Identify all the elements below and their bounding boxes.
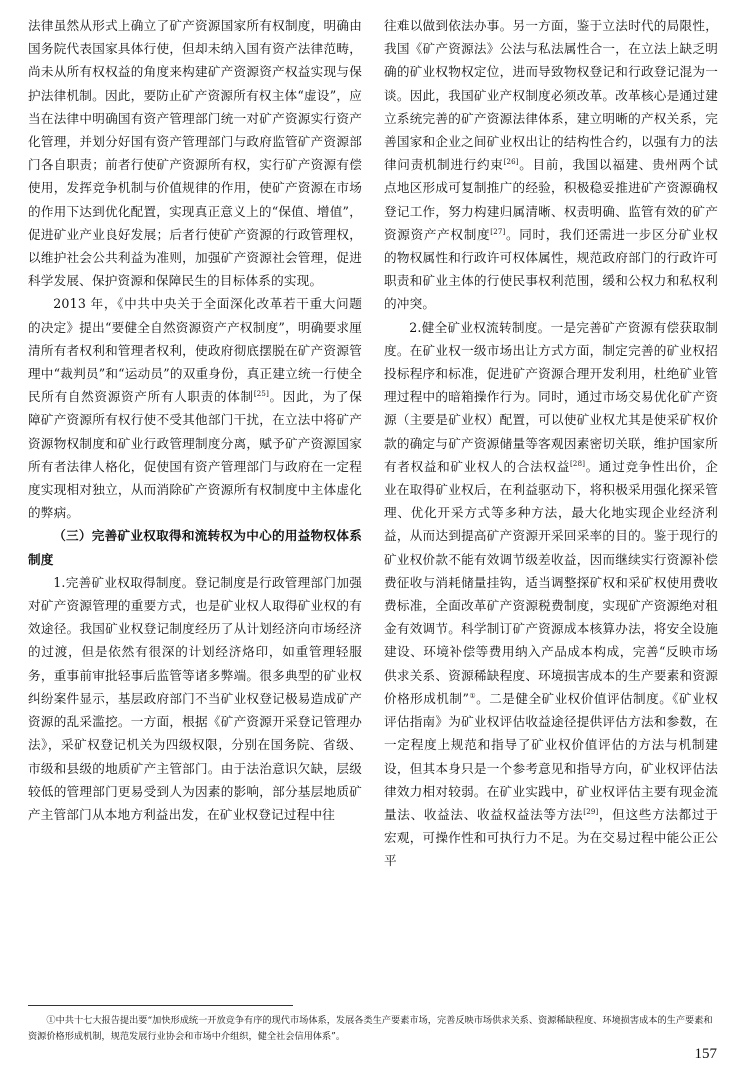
right-paragraph-2-text-b: 。通过竞争性出价，企业在取得矿业权后，在利益驱动下，将积极采用强化探采管理、优化开采方式等多种方法，最大化地实现企业经济利益，从而达到提高矿产资源开采回采率的目的。鉴于现行的矿业权价款不能有效调节级差收益，因而继续实行资源补偿费征收与消耗储量挂钩，适当调整探矿权和采矿权使用费收费标准，全面改革矿产资源税费制度，实现矿产资源绝对租金有效调节。科学制订矿产资源成本核算办法，将安全设施建设、环境补偿等费用纳入产品成本构成，完善“反映市场供求关系、资源稀缺程度、环境损害成本的生产要素和资源价格形成机制” (384, 458, 718, 706)
left-paragraph-2 (28, 292, 362, 524)
right-paragraph-1 (384, 14, 718, 316)
citation-26: [26] (503, 158, 519, 167)
right-paragraph-1-text-c: 。同时，我们还需进一步区分矿业权的物权属性和行政许可权体属性，规范政府部门的行政许可职责和矿业主体的行使民事权利范围，缓和公权力和私权利的冲突。 (384, 226, 718, 312)
left-column (28, 14, 362, 826)
right-paragraph-2 (384, 316, 718, 873)
right-paragraph-2-text-a: 2.健全矿业权流转制度。一是完善矿产资源有偿获取制度。在矿业权一级市场出让方式方面，制定完善的矿业权招投标程序和标准，促进矿产资源合理开发利用，杜绝矿业管理过程中的暗箱操作行为。同时，通过市场交易优化矿产资源（主要是矿业权）配置，可以使矿业权尤其是使采矿权价款的确定与矿产资源储量等客观因素密切关联，维护国家所有者权益和矿业权人的合法权益 (384, 319, 718, 474)
citation-29: [29] (583, 807, 599, 816)
left-paragraph-3: 1.完善矿业权取得制度。登记制度是行政管理部门加强对矿产资源管理的重要方式，也是矿业权人取得矿业权的有效途径。我国矿业权登记制度经历了从计划经济向市场经济的过渡，但是依然有很深的计划经济烙印，如重管理轻服务，重事前审批轻事后监管等诸多弊端。很多典型的矿业权纠纷案件显示，基层政府部门不当矿业权登记极易造成矿产资源的乱采滥挖。一方面，根据《矿产资源开采登记管理办法》，采矿权登记机关为四级权限，分别在国务院、省级、市级和县级的地质矿产主管部门。由于法治意识欠缺，层级较低的管理部门更易受到人为因素的影响，部分基层地质矿产主管部门从本地方利益出发，在矿业权登记过程中往 (28, 574, 362, 822)
page-number: 157 (694, 1046, 717, 1062)
citation-28: [28] (569, 459, 586, 468)
right-paragraph-1-text-b: 。目前，我国以福建、贵州两个试点地区形成可复制推广的经验，积极稳妥推进矿产资源确权登记工作，努力构建归属清晰、权责明确、监管有效的矿产资源资产产权制度 (384, 157, 718, 242)
right-paragraph-2-text-c: 。二是健全矿业权价值评估制度。《矿业权评估指南》为矿业权评估收益途径提供评估方法和参数，在一定程度上规范和指导了矿业权价值评估的方法与机制建设，但其本身只是一个参考意见和指导方向，矿业权评估法律效力相对较弱。在矿业实践中，矿业权评估主要有现金流量法、收益法、收益权益法等方法 (384, 690, 718, 822)
left-paragraph-2-text-a: 2013 年，《中共中央关于全面深化改革若干重大问题的决定》提出“要健全自然资源资产产权制度”，明确要求厘清所有者权利和管理者权利，使政府彻底摆脱在矿产资源管理中“裁判员”和“运动员”的双重身份，真正建立统一行使全民所有自然资源资产所有人职责的体制 (28, 296, 362, 405)
left-paragraph-2-text-b: 。因此，为了保障矿产资源所有权行使不受其他部门干扰，在立法中将矿产资源物权制度和矿业行政管理制度分离，赋予矿产资源国家所有者法律人格化，促使国有资产管理部门与政府在一定程度实现相对独立，从而消除矿产资源所有权制度中主体虚化的弊病。 (28, 389, 362, 521)
right-paragraph-1-text-a: 往难以做到依法办事。另一方面，鉴于立法时代的局限性，我国《矿产资源法》公法与私法属性合一，在立法上缺乏明确的矿业权物权定位，进而导致物权登记和行政登记混为一谈。因此，我国矿业产权制度必须改革。改革核心是通过建立系统完善的矿产资源法律体系，建立明晰的产权关系，完善国家和企业之间矿业权出让的结构性合约，以强有力的法律问责机制进行约束 (384, 18, 718, 173)
footnote-reference: ① (469, 691, 477, 700)
citation-27: [27] (490, 227, 506, 236)
citation-25: [25] (253, 390, 269, 399)
footnote-divider (28, 1005, 293, 1006)
left-paragraph-1: 法律虽然从形式上确立了矿产资源国家所有权制度，明确由国务院代表国家具体行使，但却未纳入国有资产法律范畴，尚未从所有权权益的角度来构建矿产资源资产权益实现与保护法律机制。因此，要防止矿产资源所有权主体“虚设”，应当在法律中明确国有资产管理部门统一对矿产资源实行资产化管理，并划分好国有资产管理部门与政府监管矿产资源部门各自职责；前者行使矿产资源所有权，实行矿产资源有偿使用，发挥竞争机制与价值规律的作用，使矿产资源在市场的作用下达到优化配置，实现真正意义上的“保值、增值”，促进矿业产业良好发展；后者行使矿产资源的行政管理权，以维护社会公共利益为准则，加强矿产资源社会管理，促进科学发展、保护资源和保障民生的目标体系的实现。 (28, 18, 362, 289)
right-column (384, 14, 718, 873)
section-heading: （三）完善矿业权取得和流转权为中心的用益物权体系制度 (28, 528, 362, 567)
footnote: ①中共十七大报告提出要“加快形成统一开放竞争有序的现代市场体系，发展各类生产要素市场，完善反映市场供求关系、资源稀缺程度、环境损害成本的生产要素和资源价格形成机制，规范发展行业协会和市场中介组织，健全社会信用体系”。 (28, 1015, 713, 1042)
right-paragraph-2-text-d: ，但这些方法都过于宏观，可操作性和可执行力不足。为在交易过程中能公正公平 (384, 806, 718, 869)
